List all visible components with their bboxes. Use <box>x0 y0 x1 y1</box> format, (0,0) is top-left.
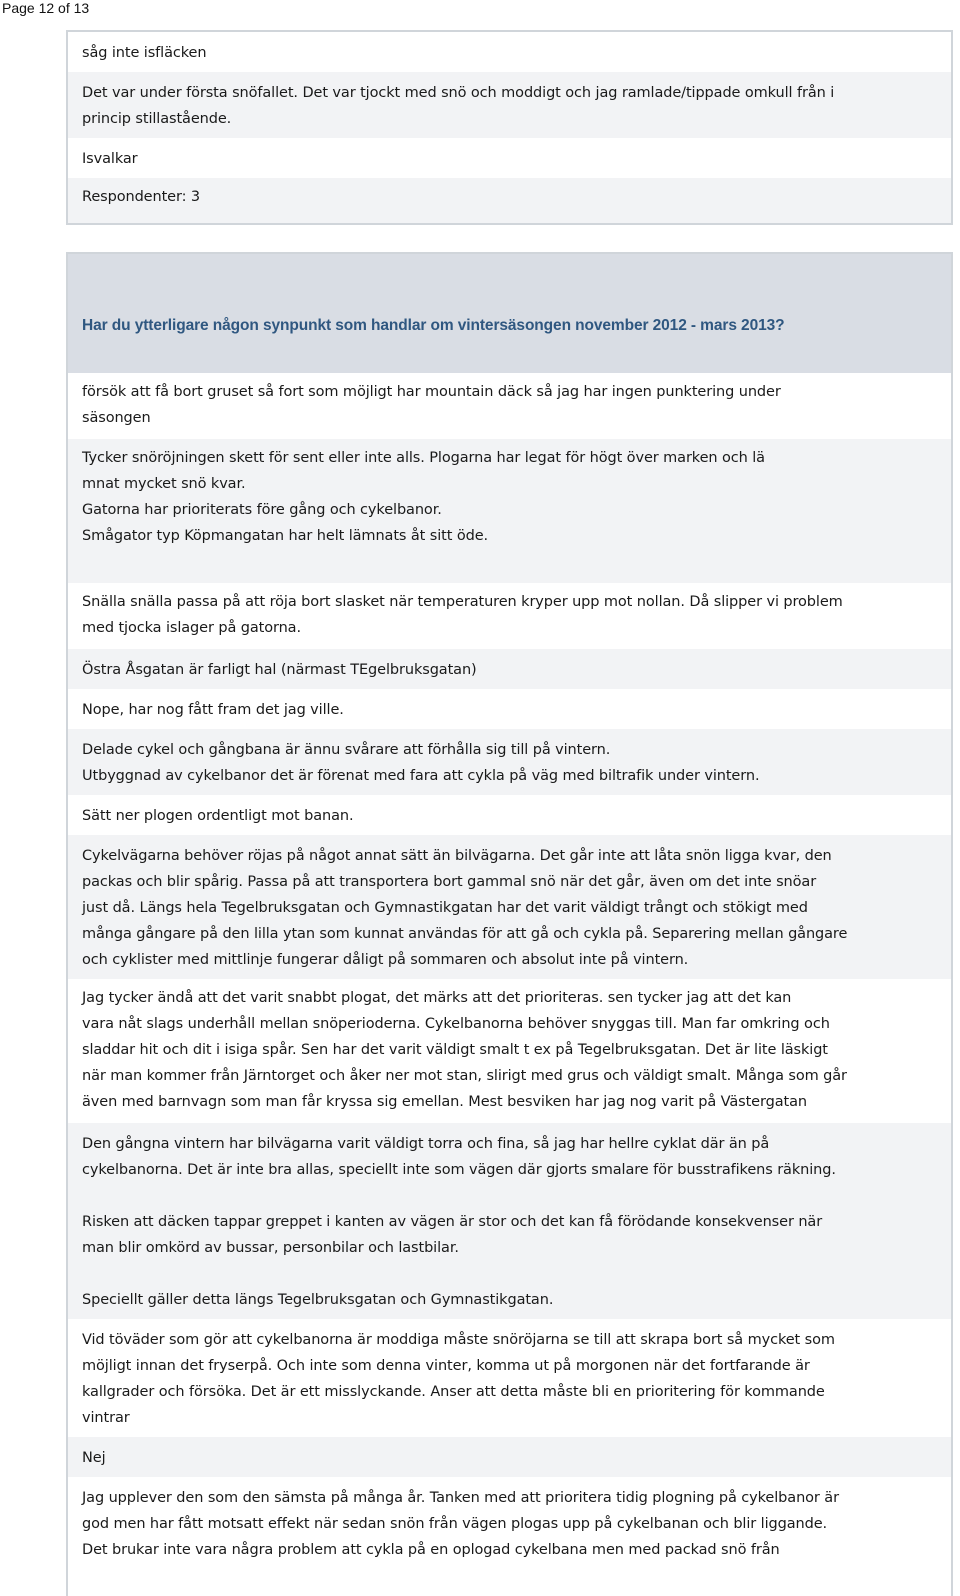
answer-text-line: god men har fått motsatt effekt när sedan snön från vägen plogas upp på cykelbanan och blir liggande. <box>82 1516 828 1532</box>
answers-table-other-comments <box>66 252 953 1596</box>
answer-text-line: Smågator typ Köpmangatan har helt lämnats åt sitt öde. <box>82 528 489 544</box>
answer-row <box>68 1477 951 1596</box>
answer-text-line: såg inte isfläcken <box>82 45 207 61</box>
answer-row <box>68 689 951 729</box>
answer-text-line: vintrar <box>82 1410 130 1426</box>
answer-text-line: Nope, har nog fått fram det jag ville. <box>82 702 344 718</box>
answer-text-line: Delade cykel och gångbana är ännu svårare att förhålla sig till på vintern. <box>82 742 611 758</box>
answer-text-line: Jag tycker ändå att det varit snabbt plogat, det märks att det prioriteras. sen tycker jag att det kan <box>82 990 792 1006</box>
answer-text-line: vara nåt slags underhåll mellan snöperioderna. Cykelbanorna behöver snyggas till. Man far omkring och <box>82 1016 830 1032</box>
answer-text-line: försök att få bort gruset så fort som möjligt har mountain däck så jag har ingen punktering under <box>82 384 781 400</box>
answer-row <box>68 835 951 979</box>
answer-text-line: och cyklister med mittlinje fungerar dåligt på sommaren och absolut inte på vintern. <box>82 952 689 968</box>
answer-text-line: mnat mycket snö kvar. <box>82 476 246 492</box>
answer-text-line: säsongen <box>82 410 151 426</box>
answer-text-line: Jag upplever den som den sämsta på många år. Tanken med att prioritera tidig plogning på cykelbanor är <box>82 1490 839 1506</box>
answer-text-line <box>82 1183 937 1209</box>
answer-row <box>68 1319 951 1437</box>
answer-text-line: kallgrader och försöka. Det är ett misslyckande. Anser att detta måste bli en prioritering för kommande <box>82 1384 825 1400</box>
answer-text-line: Gatorna har prioriterats före gång och cykelbanor. <box>82 502 442 518</box>
answer-text-line: Isvalkar <box>82 151 138 167</box>
answer-row <box>68 32 951 72</box>
answer-text-line: sladdar hit och dit i isiga spår. Sen har det varit väldigt smalt t ex på Tegelbruksgatan. Det är lite läskigt <box>82 1042 828 1058</box>
answer-text-line: cykelbanorna. Det är inte bra allas, speciellt inte som vägen där gjorts smalare för busstrafikens räkning. <box>82 1162 836 1178</box>
answer-text-line: Tycker snöröjningen skett för sent eller inte alls. Plogarna har legat för högt över marken och lä <box>82 450 765 466</box>
answer-text-line: Cykelvägarna behöver röjas på något annat sätt än bilvägarna. Det går inte att låta snön ligga kvar, den <box>82 848 832 864</box>
answer-text-line: Det var under första snöfallet. Det var tjockt med snö och moddigt och jag ramlade/tippade omkull från i <box>82 85 835 101</box>
answer-text-line: Speciellt gäller detta längs Tegelbruksgatan och Gymnastikgatan. <box>82 1292 554 1308</box>
answer-text-line: även med barnvagn som man får kryssa sig emellan. Mest besviken har jag nog varit på Västergatan <box>82 1094 807 1110</box>
answer-text-line: Sätt ner plogen ordentligt mot banan. <box>82 808 354 824</box>
answer-text-line: Nej <box>82 1450 106 1466</box>
answer-text-line: packas och blir spårig. Passa på att transportera bort gammal snö när det går, även om det inte snöar <box>82 874 817 890</box>
answer-text-line: Vid töväder som gör att cykelbanorna är moddiga måste snöröjarna se till att skrapa bort så mycket som <box>82 1332 835 1348</box>
answer-text-line: Den gångna vintern har bilvägarna varit väldigt torra och fina, så jag har hellre cyklat där än på <box>82 1136 770 1152</box>
respondent-count: Respondenter: 3 <box>68 178 951 223</box>
answer-text-line: många gångare på den lilla ytan som kunnat användas för att gå och cykla på. Separering mellan gångare <box>82 926 848 942</box>
answer-text-line <box>82 1261 937 1287</box>
answer-text-line: man blir omkörd av bussar, personbilar och lastbilar. <box>82 1240 459 1256</box>
answer-text-line: möjligt innan det fryserpå. Och inte som denna vinter, komma ut på morgonen när det fortfarande är <box>82 1358 810 1374</box>
question-heading: Har du ytterligare någon synpunkt som handlar om vintersäsongen november 2012 - mars 2013? <box>68 254 951 373</box>
answer-row <box>68 795 951 835</box>
answer-row <box>68 649 951 689</box>
answer-row <box>68 373 951 439</box>
page-number: Page 12 of 13 <box>2 0 90 16</box>
answer-text-line: princip stillastående. <box>82 111 232 127</box>
answer-row <box>68 72 951 138</box>
answer-text-line: med tjocka islager på gatorna. <box>82 620 301 636</box>
answer-text-line: Utbyggnad av cykelbanor det är förenat med fara att cykla på väg med biltrafik under vintern. <box>82 768 760 784</box>
answer-text-line <box>82 549 937 575</box>
answer-text-line: Risken att däcken tappar greppet i kanten av vägen är stor och det kan få förödande konsekvenser när <box>82 1214 823 1230</box>
answer-text-line: Det brukar inte vara några problem att cykla på en oplogad cykelbana men med packad snö från <box>82 1542 780 1558</box>
answer-row <box>68 729 951 795</box>
answer-row <box>68 583 951 649</box>
answer-row <box>68 439 951 583</box>
answers-table-previous <box>66 30 953 225</box>
answer-row <box>68 979 951 1123</box>
answer-text-line: när man kommer från Järntorget och åker ner mot stan, slirigt med grus och väldigt smalt. Många som går <box>82 1068 847 1084</box>
answer-row <box>68 1123 951 1319</box>
answer-text-line: Östra Åsgatan är farligt hal (närmast TEgelbruksgatan) <box>82 662 477 678</box>
answer-row <box>68 138 951 178</box>
answer-text-line: just då. Längs hela Tegelbruksgatan och Gymnastikgatan har det varit väldigt trångt och stökigt med <box>82 900 808 916</box>
answer-row <box>68 1437 951 1477</box>
answer-text-line: Snälla snälla passa på att röja bort slasket när temperaturen kryper upp mot nollan. Då slipper vi problem <box>82 594 843 610</box>
